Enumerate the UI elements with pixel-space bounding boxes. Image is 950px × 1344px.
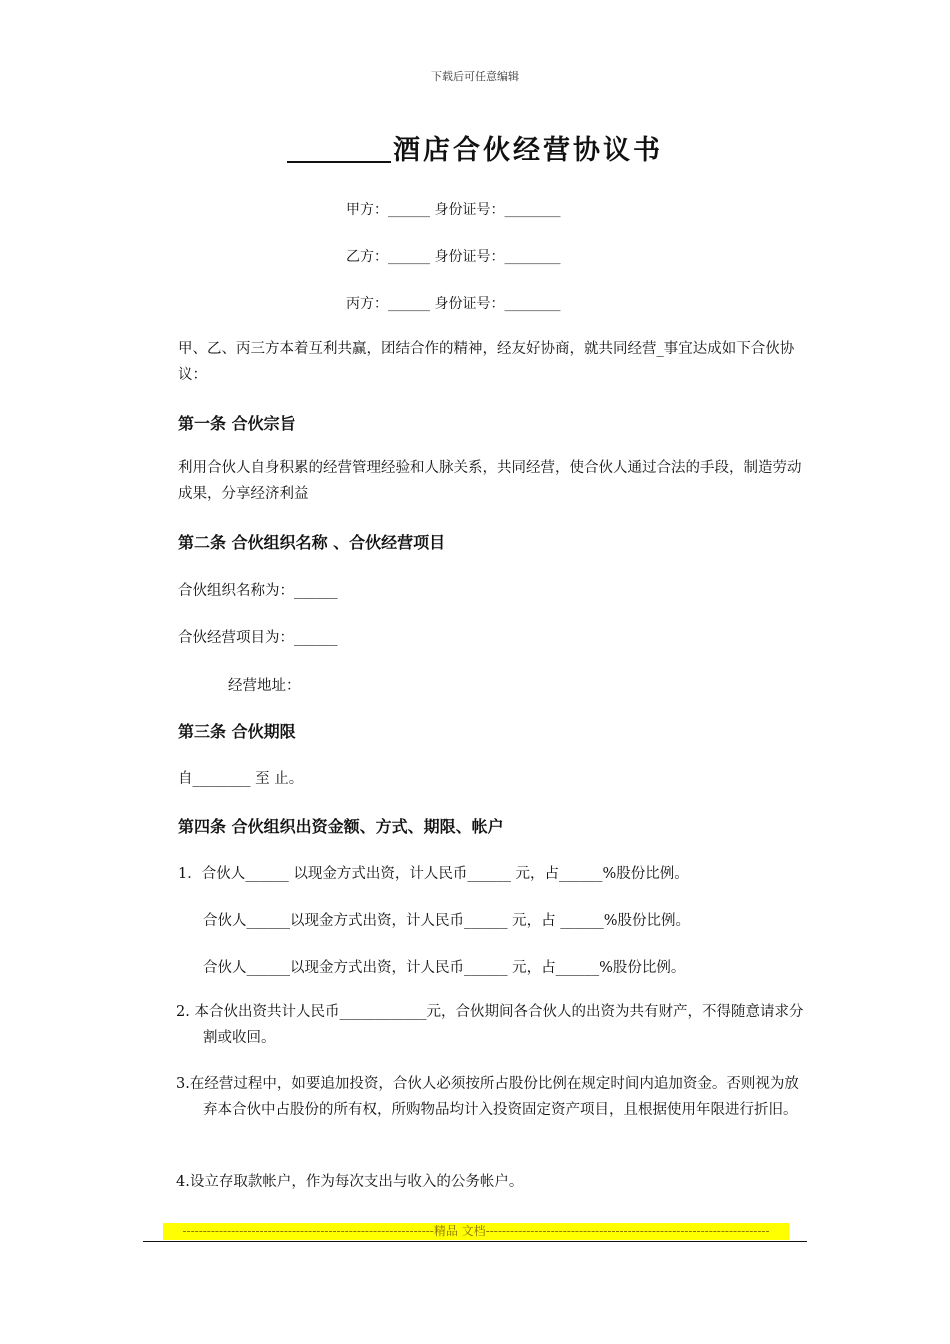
footer-banner	[163, 1223, 789, 1240]
title-blank	[287, 131, 391, 163]
footer-dashes-right: ----------------------------------------------------------------------	[485, 1224, 770, 1238]
footer-rule	[143, 1241, 807, 1242]
article-4-heading: 第四条 合伙组织出资金额、方式、期限、帐户	[178, 817, 504, 836]
contribution-line-3: 合伙人______以现金方式出资，计人民币______ 元，占______%股份比例。	[203, 960, 686, 976]
article-1-heading: 第一条 合伙宗旨	[178, 414, 296, 433]
document-title	[0, 128, 950, 167]
article-2-heading: 第二条 合伙组织名称 、合伙经营项目	[178, 533, 446, 552]
term-line: 自________ 至 止。	[178, 771, 304, 787]
article-3-heading: 第三条 合伙期限	[178, 722, 296, 741]
contribution-line-1: 1．合伙人______ 以现金方式出资，计人民币______ 元，占______%股份比例。	[178, 866, 689, 882]
party-b-line: 乙方：______ 身份证号：________	[346, 249, 561, 265]
title-text: 酒店合伙经营协议书	[393, 135, 663, 166]
address-line: 经营地址：	[228, 678, 301, 694]
footer-label: 精品 文档	[433, 1224, 486, 1238]
party-a-line: 甲方：______ 身份证号：________	[346, 202, 561, 218]
intro-paragraph: 甲、乙、丙三方本着互利共赢，团结合作的精神，经友好协商，就共同经营_事宜达成如下合伙协议：	[178, 341, 795, 383]
article-4-item-2: 2. 本合伙出资共计人民币____________元，合伙期间各合伙人的出资为共有财产，不得随意请求分割或收回。	[176, 1004, 804, 1046]
article-4-item-3: 3.在经营过程中，如要追加投资，合伙人必须按所占股份比例在规定时间内追加资金。否则视为放弃本合伙中占股份的所有权，所购物品均计入投资固定资产项目，且根据使用年限进行折旧。	[176, 1076, 799, 1118]
party-c-line: 丙方：______ 身份证号：________	[346, 296, 561, 312]
footer-dashes-left: --------------------------------------------------------------	[182, 1224, 434, 1238]
contribution-line-2: 合伙人______以现金方式出资，计人民币______ 元，占 ______%股份比例。	[203, 913, 690, 929]
project-line: 合伙经营项目为：______	[178, 630, 338, 646]
header-note: 下载后可任意编辑	[431, 70, 519, 83]
org-name-line: 合伙组织名称为：______	[178, 583, 338, 599]
article-1-text: 利用合伙人自身积累的经营管理经验和人脉关系，共同经营，使合伙人通过合法的手段，制造劳动成果，分享经济利益	[178, 460, 802, 502]
article-4-item-4: 4.设立存取款帐户，作为每次支出与收入的公务帐户。	[176, 1174, 524, 1190]
